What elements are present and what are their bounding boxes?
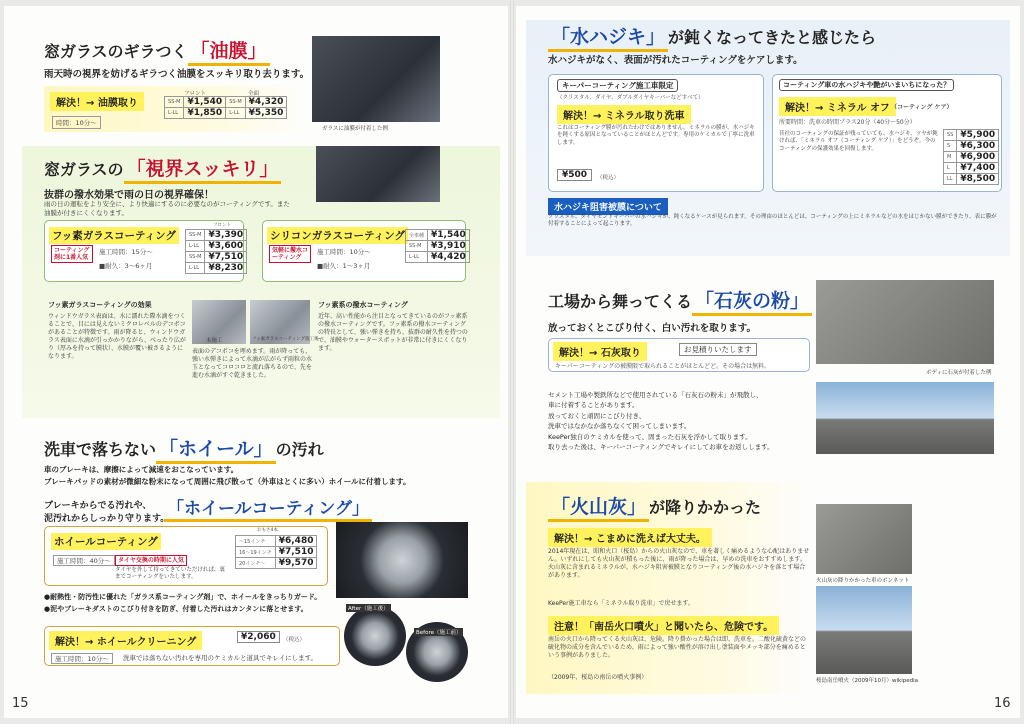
fluoro-price-table <box>185 229 247 274</box>
fluoro-col-front: フロント <box>213 223 231 228</box>
effect-text: ウィンドウガラス表面は、水に濡れた際水滴をつくることで、目には見えないミクロレベルのデコボコがあることが特徴です。雨が降ると、ウィンドウガラス表面に水滴が引っかかりながら、べったり広がり（厚みを持って膜状）、水膜が覆い被さるようになります。 <box>48 313 186 361</box>
price-size: ～15インチ <box>236 536 276 547</box>
price-value: ¥3,910 <box>428 241 470 252</box>
wheel-coating-time: 施工時間：40分～ <box>53 555 115 566</box>
ash-solve: 解決！→ こまめに洗えば大丈夫。 <box>548 528 712 547</box>
price-value: ¥8,500 <box>957 174 999 185</box>
mineral-wash-title: キーパーコーティング施工車限定 <box>557 79 678 92</box>
mineral-off-card <box>772 74 1002 192</box>
price-value: ¥1,540 <box>428 230 470 241</box>
wheel-cleaning-solve: 解決！→ ホイールクリーニング <box>49 631 202 650</box>
table-row <box>186 241 247 252</box>
price-size: L-LL <box>186 263 205 274</box>
price-value: ¥4,320 <box>245 97 287 108</box>
price-value: ¥7,510 <box>275 547 317 558</box>
treated-caption: フッ素ガラスコーティング施工後 <box>252 337 319 342</box>
r-s2-title-highlight: 「石灰の粉」 <box>692 286 812 316</box>
r-s2-lead: 放っておくとこびり付く、白い汚れを取ります。 <box>548 323 757 334</box>
s3-intro-2: 泥汚れからしっかり守ります。 <box>44 514 170 524</box>
s2-title <box>44 154 281 184</box>
mineral-off-title: コーティング車の水ハジキや艶がいまいちになった？ <box>779 79 954 91</box>
s2-title-prefix: 窓ガラスの <box>44 160 124 179</box>
effect-column <box>48 300 188 362</box>
price-size: L-LL <box>186 241 205 252</box>
table-row <box>944 130 999 141</box>
s2-title-highlight: 「視界スッキリ」 <box>124 154 282 184</box>
s3-bullet-1: ●耐熱性・防汚性に優れた「ガラス系コーティング剤」で、ホイールをきっちりガード。 <box>44 593 322 601</box>
page-number-right: 16 <box>994 696 1011 711</box>
price-value: ¥1,540 <box>184 97 226 108</box>
price-size: L-LL <box>165 108 184 119</box>
s3-lead-2: ブレーキパッドの素材が微細な粉末になって周囲に飛び散って（外車はとくに多い）ホイールに付着します。 <box>44 477 411 486</box>
s3-title-highlight: 「ホイール」 <box>156 434 276 464</box>
silicone-name: シリコンガラスコーティング <box>267 227 408 244</box>
price-size: SS <box>944 130 957 141</box>
ash-text-2: KeePer施工車なら「ミネラル取り洗車」で戻せます。 <box>548 600 694 607</box>
price-value: ¥1,850 <box>184 108 226 119</box>
s1-title <box>44 36 270 66</box>
table-row <box>406 241 470 252</box>
table-row <box>186 263 247 274</box>
table-row <box>236 536 317 547</box>
before-label: Before（施工前） <box>416 630 462 636</box>
price-size: 20インチ～ <box>236 558 276 569</box>
r-s1-title <box>548 22 876 52</box>
fluoro-time: 施工時間：15分～ <box>99 248 153 256</box>
silicone-price-table <box>405 229 470 263</box>
price-size: SS-M <box>186 230 205 241</box>
r-s1-lead: 水ハジキがなく、表面が汚れたコーティングをケアします。 <box>548 55 803 66</box>
s2-lead: 抜群の撥水効果で雨の日の視界確保！ <box>44 190 214 201</box>
s3-sub-highlight: 「ホイールコーティング」 <box>164 494 372 522</box>
effect-title: フッ素ガラスコーティングの効果 <box>48 301 152 309</box>
mid-text: 表面のデコボコを埋めます。雨が降っても、強い水弾きによって水滴が広がらず雨粒の水玉となってコロコロと流れ落ちるので、先を進む水滴がすぐ乾きました。 <box>192 348 313 380</box>
s1-lead: 雨天時の視界を妨げるギラつく油膜をスッキリ取り去ります。 <box>44 69 310 80</box>
lime-text-6: 取り去った後は、キーパーコーティングでキレイにしてお車をお返しします。 <box>548 442 774 451</box>
ash-warning-year: （2009年、桜島の南岳の噴火事例） <box>548 674 648 681</box>
untreated-caption: 未施工 <box>206 338 223 344</box>
repel-text: 近年、高い性能から注目となってきているのがフッ素系の撥水コーティングです。フッ素系の撥水コーティングの特長として、強い弾きを持ち、抜群の耐久性を持つので、油膜やウォータースポットが非常に付きにくくなります。 <box>318 313 468 353</box>
s3-lead-1: 車のブレーキは、摩擦によって減速をおこなっています。 <box>44 465 239 474</box>
price-size: L-LL <box>406 252 428 263</box>
glass-photo <box>316 146 440 202</box>
ash-photo-caption-2: 桜島南岳噴火（2009年10月）wikipedia <box>816 678 919 684</box>
price-size: L <box>944 163 957 174</box>
eruption-photo <box>816 586 912 674</box>
price-size: SS-M <box>186 252 205 263</box>
lime-dust-photo <box>816 280 994 364</box>
table-row <box>944 141 999 152</box>
price-size: SS-M <box>226 97 245 108</box>
factory-photo <box>816 382 994 454</box>
table-row <box>406 230 470 241</box>
s2-desc: 雨の日の運転をより安全に、より快適にするのに必要なのがコーティングです。また油膜が付きにくくなります。 <box>44 200 290 217</box>
lime-text-2: 車に付着することがあります。 <box>548 401 639 410</box>
wheel-coating-name: ホイールコーティング <box>51 533 161 550</box>
mineral-off-solve-sub: （コーティング ケア） <box>891 104 953 111</box>
lime-text-block <box>548 390 818 452</box>
price-value: ¥8,230 <box>205 263 247 274</box>
s3-intro-1: ブレーキからでる汚れや、 <box>44 501 152 511</box>
fluoro-name: フッ素ガラスコーティング <box>49 227 179 244</box>
page-number-left: 15 <box>12 696 29 711</box>
table-row <box>944 174 999 185</box>
table-row <box>236 558 317 569</box>
lime-text-4: 洗車ではなかなか落ちなくて困ってしまいます。 <box>548 422 691 431</box>
lime-text-1: セメント工場や製鉄所などで使用されている「石灰石の粉末」が飛散し、 <box>548 391 763 399</box>
lime-removal-card <box>548 338 810 372</box>
ash-warning: 注意！「南岳火口噴火」と聞いたら、危険です。 <box>548 616 779 635</box>
mineral-wash-card <box>548 74 764 192</box>
wheel-coating-tag: タイヤ交換の時期に人気 <box>115 555 187 566</box>
mineral-wash-price: ¥500 <box>557 169 592 181</box>
wheel-cleaning-tax: （税込） <box>283 637 306 643</box>
price-value: ¥3,600 <box>205 241 247 252</box>
lime-solve: 解決！→ 石灰取り <box>553 342 647 361</box>
price-size: S <box>944 141 957 152</box>
wheel-cleaning-card <box>44 626 340 666</box>
price-size: M <box>944 152 957 163</box>
s1-title-highlight: 「油膜」 <box>188 36 270 66</box>
price-value: ¥6,900 <box>957 152 999 163</box>
r-s2-title-prefix: 工場から舞ってくる <box>548 292 693 311</box>
s1-title-prefix: 窓ガラスのギラつく <box>44 42 188 61</box>
s3-title <box>44 434 324 464</box>
s3-title-suffix: の汚れ <box>275 440 324 459</box>
mineral-off-text: 昔社のコーティングの保証が残っていても、水ハジキ、ツヤが鈍ければ、「ミネラル オフ（コーティング ケア）」をどうぞ。今のコーティングの保護効果を回復します。 <box>779 131 938 152</box>
price-size: 全車種 <box>406 230 428 241</box>
price-value: ¥6,480 <box>275 536 317 547</box>
ash-photo-caption-1: 火山灰の降りかかった車のボンネット <box>816 578 910 584</box>
repel-film-heading: 水ハジキ阻害被膜について <box>548 198 668 215</box>
s3-sub-title <box>164 494 372 522</box>
mineral-wash-solve: 解決！→ ミネラル取り洗車 <box>557 105 691 124</box>
wheel-coating-price-table <box>235 535 317 569</box>
left-page <box>4 6 508 718</box>
page-fold <box>510 0 514 724</box>
lime-text-3: 放っておくと頑固にこびり付き、 <box>548 411 646 420</box>
r-s3-title <box>548 492 761 522</box>
table-row <box>944 163 999 174</box>
s1-price-band <box>44 86 306 132</box>
s1-price-table <box>164 96 287 119</box>
r-s2-title <box>548 286 812 316</box>
right-page <box>516 6 1020 718</box>
mineral-wash-text: これはコーティング膜が汚れたわけではありません。ミネラルの膜が、水ハジキを鈍くする原因となっていることがほとんどです。専用のケミカルで丁寧に洗車します。 <box>557 125 755 146</box>
price-size: SS-M <box>406 241 428 252</box>
mineral-off-solve: 解決！→ ミネラル オフ <box>779 97 896 116</box>
price-value: ¥9,570 <box>275 558 317 569</box>
s1-solve: 解決！→ 油膜取り <box>50 92 144 111</box>
wheel-after-photo <box>344 606 406 666</box>
mineral-wash-tax: （税込） <box>597 175 620 181</box>
lime-price-note: お見積りいたします <box>679 343 757 356</box>
price-value: ¥5,900 <box>957 130 999 141</box>
wheel-cleaning-price: ¥2,060 <box>237 631 280 643</box>
silicone-tag: 気軽に撥水コーティング <box>269 245 311 263</box>
r-s1-title-highlight: 「水ハジキ」 <box>548 22 668 52</box>
silicone-durability: ■耐久：1～3ヶ月 <box>317 262 371 270</box>
lime-note: キーパーコーティングの被膜限で取られることがほとんどど。その場合は無料。 <box>555 363 771 370</box>
wheel-coating-card <box>44 526 328 586</box>
r-s1-title-suffix: が鈍くなってきたと感じたら <box>668 28 877 47</box>
price-value: ¥7,400 <box>957 163 999 174</box>
repel-title: フッ素系の撥水コーティング <box>318 301 408 309</box>
s1-col-all: 全面 <box>248 91 260 97</box>
fluoro-tag: コーティング剤に1番人気 <box>51 245 93 263</box>
r-s3-title-suffix: が降りかかった <box>649 498 762 517</box>
ash-warning-text: 南岳の火口から降ってくる火山灰は、危険。降り掛かった場合は即、洗車を。二酸化硫黄などの硫化物の成分を含んでいるため、雨によって強い酸性が溶け出し塗装面やメッキ部分を痛めるという事例がありました。 <box>548 636 807 660</box>
table-row <box>236 547 317 558</box>
price-value: ¥3,390 <box>205 230 247 241</box>
price-value: ¥6,300 <box>957 141 999 152</box>
s3-title-prefix: 洗車で落ちない <box>44 440 157 459</box>
s1-photo-caption: ガラスに油膜が付着した例 <box>322 126 388 132</box>
price-size: L-LL <box>226 108 245 119</box>
s1-time: 時間：10分～ <box>52 116 101 129</box>
wheel-cleaning-time: 施工時間：10分～ <box>51 653 113 664</box>
mineral-off-price-table <box>943 129 999 185</box>
r-s3-title-highlight: 「火山灰」 <box>548 492 649 522</box>
wheel-cleaning-desc: 洗車では落ちない汚れを専用のケミカルと道具でキレイにします。 <box>123 654 318 662</box>
wheel-coating-photo <box>336 522 468 598</box>
price-value: ¥5,350 <box>245 108 287 119</box>
price-value: ¥4,420 <box>428 252 470 263</box>
price-size: 16～19インチ <box>236 547 276 558</box>
price-value: ¥7,510 <box>205 252 247 263</box>
silicone-time: 施工時間：10分～ <box>317 248 371 256</box>
lime-photo-caption: ボディに石灰が付着した例 <box>926 370 992 376</box>
wheel-coating-col-head: おもさ4本 <box>257 528 278 533</box>
s1-col-front: フロント <box>184 91 207 97</box>
table-row <box>406 252 470 263</box>
silicone-coating-card <box>262 220 466 282</box>
after-label: After（施工後） <box>348 606 389 612</box>
price-size: LL <box>944 174 957 185</box>
table-row <box>186 252 247 263</box>
s3-bullet-2: ●泥やブレーキダストのこびり付きを防ぎ、付着した汚れはカンタンに落とせます。 <box>44 605 308 613</box>
lime-text-5: KeePer独自のケミカルを使って、固まった石灰を浮かして取ります。 <box>548 432 752 441</box>
wheel-coating-note: タイヤを外して持ってきていただければ、裏までコーティングをいたします。 <box>115 567 225 581</box>
ash-text-1: 2014年現在は、昭和火口（桜島）からの火山灰なので、車を著しく痛めるような心配はありません。いずれにしても火山灰が積もった後に、雨が降った場合は、早めの洗車をおすすめします。火山灰に含まれるミネラルが、水ハジキ阻害被膜となりコーティング後の水ハジキを落とす場合があります。 <box>548 548 810 580</box>
fluoro-coating-card <box>44 220 244 282</box>
table-row <box>186 230 247 241</box>
ash-bonnet-photo <box>816 504 912 574</box>
repel-film-text: クリスタル、ダイヤモンドキーパーの水ハジキが、鈍くなるケースが見られます。その理由のほとんどは、コーティングの上にミネラルなどの水をはじかない膜ができたり、表に膜が付着することによって起こります。 <box>548 214 997 228</box>
repel-column <box>318 300 468 353</box>
table-row <box>944 152 999 163</box>
table-row <box>165 97 287 108</box>
mineral-wash-sub: （クリスタル、ダイヤ、ダブルダイヤキーパーなどすべて） <box>557 95 704 101</box>
price-size: SS-M <box>165 97 184 108</box>
mineral-off-time: 所要時間：洗車の時間プラス20分（40分～50分） <box>779 119 916 126</box>
table-row <box>165 108 287 119</box>
fluoro-durability: ■耐久：3～6ヶ月 <box>99 262 153 270</box>
oil-film-photo <box>312 36 440 122</box>
